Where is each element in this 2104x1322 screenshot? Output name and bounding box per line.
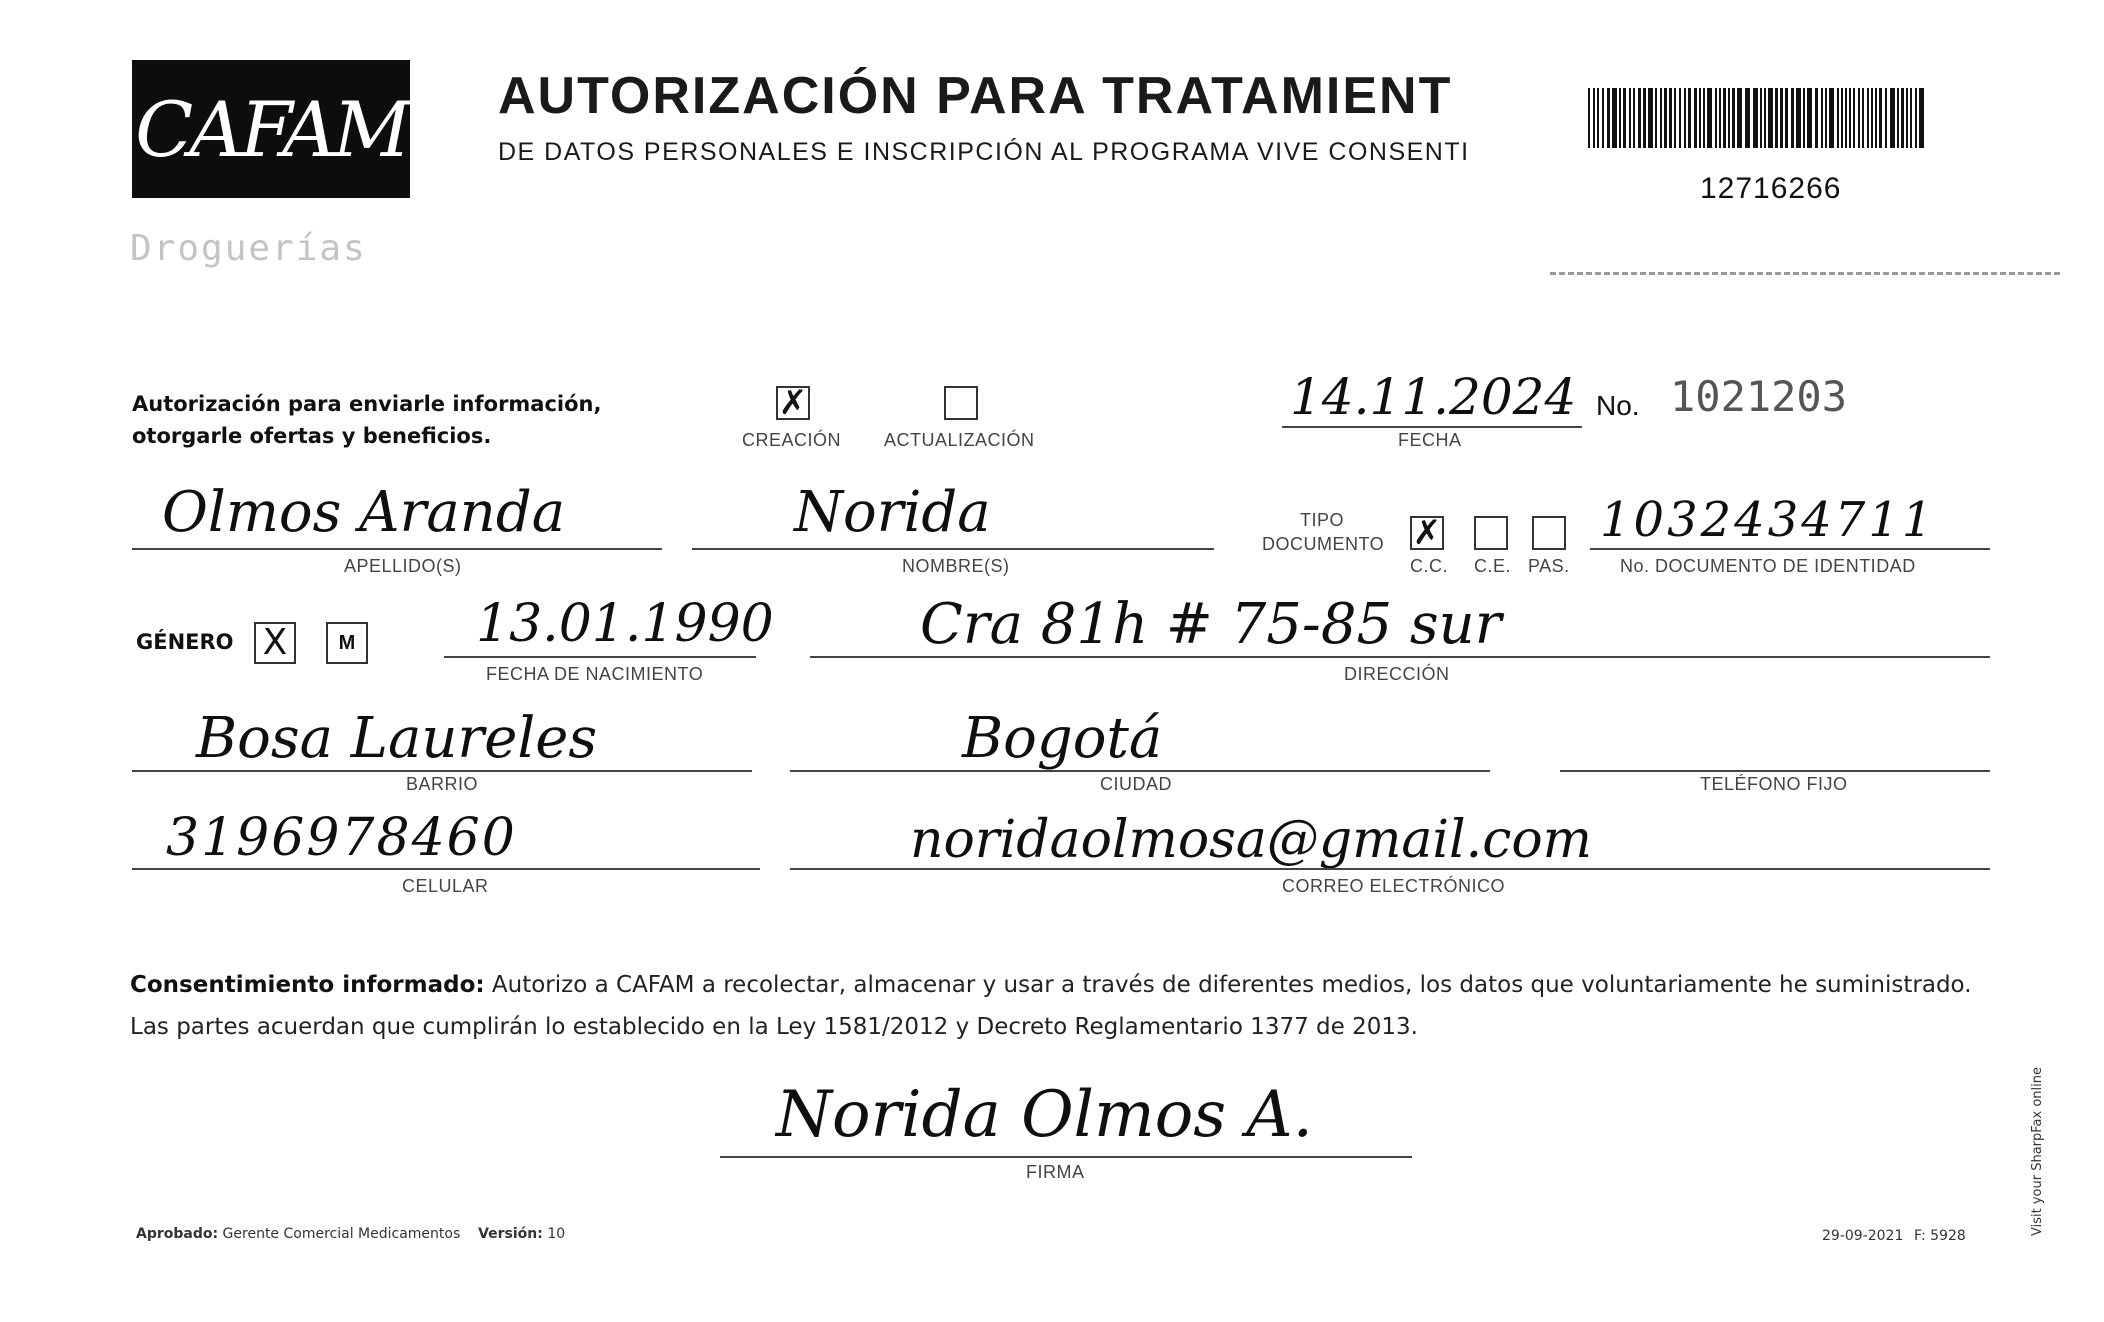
genero-f-mark: X bbox=[262, 622, 288, 663]
aprobado-value: Gerente Comercial Medicamentos bbox=[222, 1226, 461, 1242]
consent-paragraph bbox=[130, 964, 1980, 1048]
barcode-bar bbox=[1699, 88, 1701, 148]
barcode-bar bbox=[1858, 88, 1860, 148]
genero-m-label: M bbox=[338, 632, 356, 654]
barcode-bar bbox=[1791, 88, 1794, 148]
telefono-line bbox=[1560, 770, 1990, 772]
consent-body-line1: Autorizo a CAFAM a recolectar, almacenar y usar a través de diferentes medios, los datos que voluntariamente he suministrado. bbox=[491, 972, 1972, 998]
barcode-bar bbox=[1679, 88, 1681, 148]
celular-value[interactable]: 3196978460 bbox=[166, 808, 517, 868]
barcode-bar bbox=[1648, 88, 1653, 148]
barcode-bar bbox=[1885, 88, 1887, 148]
pas-label: PAS. bbox=[1528, 556, 1570, 576]
barcode-bar bbox=[1919, 88, 1924, 148]
cc-checkbox[interactable] bbox=[1410, 513, 1444, 553]
barcode-bar bbox=[1825, 88, 1827, 148]
signature-label: FIRMA bbox=[1026, 1162, 1085, 1182]
no-value: 1021203 bbox=[1670, 372, 1848, 421]
barcode-bar bbox=[1719, 88, 1721, 148]
correo-line bbox=[790, 868, 1990, 870]
signature-line bbox=[720, 1156, 1412, 1158]
barcode-bar bbox=[1768, 88, 1773, 148]
barcode-bar bbox=[1807, 88, 1812, 148]
actualizacion-label: ACTUALIZACIÓN bbox=[884, 430, 1035, 450]
barcode-bar bbox=[1875, 88, 1877, 148]
barcode-bar bbox=[1853, 88, 1855, 148]
barcode-bar bbox=[1715, 88, 1717, 148]
authorization-text-line2: otorgarle ofertas y beneficios. bbox=[132, 424, 492, 448]
genero-m-checkbox[interactable] bbox=[326, 622, 368, 664]
check-x-icon: ✗ bbox=[778, 383, 808, 423]
barcode-bar bbox=[1764, 88, 1766, 148]
consent-body-line2: Las partes acuerdan que cumplirán lo establecido en la Ley 1581/2012 y Decreto Reglamentario 1377 de 2013. bbox=[130, 1014, 1418, 1040]
barcode-bar bbox=[1890, 88, 1895, 148]
barcode-bar bbox=[1593, 88, 1595, 148]
nacimiento-line bbox=[444, 656, 756, 658]
barcode bbox=[1588, 88, 1924, 148]
barcode-bar bbox=[1871, 88, 1873, 148]
barcode-bar bbox=[1821, 88, 1823, 148]
documento-value[interactable]: 1032434711 bbox=[1600, 492, 1936, 548]
barcode-bar bbox=[1829, 88, 1834, 148]
barcode-number: 12716266 bbox=[1700, 172, 1842, 205]
consent-heading: Consentimiento informado: bbox=[130, 972, 485, 998]
footer-code: F: 5928 bbox=[1914, 1228, 1966, 1244]
apellidos-value[interactable]: Olmos Aranda bbox=[162, 480, 566, 545]
creacion-label: CREACIÓN bbox=[742, 430, 842, 450]
barcode-bar bbox=[1629, 88, 1631, 148]
barcode-bar bbox=[1780, 88, 1783, 148]
check-x-icon: ✗ bbox=[1412, 513, 1442, 553]
barcode-bar bbox=[1845, 88, 1847, 148]
barcode-bar bbox=[1901, 88, 1904, 148]
barcode-bar bbox=[1906, 88, 1908, 148]
barcode-bar bbox=[1728, 88, 1730, 148]
creacion-checkbox[interactable] bbox=[776, 383, 810, 423]
pas-checkbox[interactable] bbox=[1532, 516, 1566, 550]
dashed-divider bbox=[1550, 272, 2060, 275]
logo-text: CAFAM bbox=[135, 84, 407, 174]
barcode-bar bbox=[1602, 88, 1604, 148]
barcode-bar bbox=[1785, 88, 1788, 148]
barcode-bar bbox=[1775, 88, 1778, 148]
barcode-bar bbox=[1815, 88, 1818, 148]
nombres-value[interactable]: Norida bbox=[794, 480, 991, 545]
cafam-logo bbox=[132, 60, 410, 198]
correo-label: CORREO ELECTRÓNICO bbox=[1282, 876, 1506, 896]
version-label: Versión: bbox=[478, 1226, 543, 1242]
authorization-text-line1: Autorización para enviarle información, bbox=[132, 392, 602, 416]
barcode-bar bbox=[1723, 88, 1726, 148]
footer-date: 29-09-2021 bbox=[1822, 1228, 1904, 1244]
form-title: AUTORIZACIÓN PARA TRATAMIENT bbox=[498, 67, 1453, 125]
no-label: No. bbox=[1596, 390, 1640, 421]
barcode-bar bbox=[1897, 88, 1899, 148]
direccion-label: DIRECCIÓN bbox=[1344, 664, 1450, 684]
actualizacion-checkbox[interactable] bbox=[944, 386, 978, 420]
barcode-bar bbox=[1737, 88, 1742, 148]
apellidos-label: APELLIDO(S) bbox=[344, 556, 462, 576]
barcode-bar bbox=[1745, 88, 1750, 148]
barcode-bar bbox=[1803, 88, 1805, 148]
barcode-bar bbox=[1607, 88, 1610, 148]
documento-label: No. DOCUMENTO DE IDENTIDAD bbox=[1620, 556, 1916, 576]
fecha-value[interactable]: 14.11.2024 bbox=[1290, 368, 1577, 426]
barcode-bar bbox=[1619, 88, 1621, 148]
barcode-bar bbox=[1837, 88, 1839, 148]
tipo-documento-label-2: DOCUMENTO bbox=[1262, 534, 1385, 554]
direccion-value[interactable]: Cra 81h # 75-85 sur bbox=[920, 592, 1502, 657]
documento-line bbox=[1590, 548, 1990, 550]
aprobado-label: Aprobado: bbox=[136, 1226, 219, 1242]
barcode-bar bbox=[1655, 88, 1657, 148]
barcode-bar bbox=[1732, 88, 1735, 148]
celular-label: CELULAR bbox=[402, 876, 489, 896]
barcode-bar bbox=[1669, 88, 1672, 148]
nacimiento-label: FECHA DE NACIMIENTO bbox=[486, 664, 704, 684]
ciudad-value[interactable]: Bogotá bbox=[962, 706, 1163, 771]
barcode-bar bbox=[1703, 88, 1705, 148]
version-value: 10 bbox=[547, 1226, 566, 1242]
genero-f-checkbox[interactable] bbox=[254, 622, 296, 664]
barcode-bar bbox=[1660, 88, 1662, 148]
fecha-line bbox=[1282, 426, 1582, 428]
barcode-bar bbox=[1664, 88, 1667, 148]
nombres-label: NOMBRE(S) bbox=[902, 556, 1010, 576]
nacimiento-value[interactable]: 13.01.1990 bbox=[476, 594, 774, 654]
ce-checkbox[interactable] bbox=[1474, 516, 1508, 550]
correo-value[interactable]: noridaolmosa@gmail.com bbox=[910, 810, 1592, 870]
barcode-bar bbox=[1862, 88, 1864, 148]
signature-value[interactable]: Norida Olmos A. bbox=[776, 1078, 1313, 1152]
barcode-bar bbox=[1643, 88, 1646, 148]
celular-line bbox=[132, 868, 760, 870]
ciudad-label: CIUDAD bbox=[1100, 774, 1173, 794]
barcode-bar bbox=[1849, 88, 1851, 148]
form-subtitle: DE DATOS PERSONALES E INSCRIPCIÓN AL PROGRAMA VIVE CONSENTI bbox=[498, 138, 1470, 166]
consent-line1 bbox=[130, 964, 1980, 1006]
barcode-bar bbox=[1674, 88, 1676, 148]
barcode-bar bbox=[1694, 88, 1697, 148]
side-text: Visit your SharpFax online bbox=[2030, 1067, 2045, 1236]
barcode-bar bbox=[1612, 88, 1617, 148]
barcode-bar bbox=[1841, 88, 1843, 148]
barcode-bar bbox=[1879, 88, 1882, 148]
barcode-bar bbox=[1588, 88, 1590, 148]
barcode-bar bbox=[1633, 88, 1635, 148]
barcode-bar bbox=[1707, 88, 1712, 148]
ce-label: C.E. bbox=[1474, 556, 1512, 576]
barcode-bar bbox=[1688, 88, 1691, 148]
barrio-value[interactable]: Bosa Laureles bbox=[196, 706, 598, 771]
barcode-bar bbox=[1915, 88, 1917, 148]
footer-approval bbox=[136, 1226, 565, 1242]
direccion-line bbox=[810, 656, 1990, 658]
tipo-documento-label-1: TIPO bbox=[1300, 510, 1345, 530]
genero-label: GÉNERO bbox=[136, 630, 234, 654]
telefono-label: TELÉFONO FIJO bbox=[1700, 774, 1848, 794]
ciudad-line bbox=[790, 770, 1490, 772]
barrio-label: BARRIO bbox=[406, 774, 479, 794]
barrio-line bbox=[132, 770, 752, 772]
barcode-bar bbox=[1753, 88, 1758, 148]
barcode-bar bbox=[1796, 88, 1801, 148]
logo-subtext: Droguerías bbox=[130, 228, 367, 269]
barcode-bar bbox=[1597, 88, 1599, 148]
apellidos-line bbox=[132, 548, 662, 550]
barcode-bar bbox=[1684, 88, 1686, 148]
barcode-bar bbox=[1760, 88, 1762, 148]
barcode-bar bbox=[1638, 88, 1641, 148]
barcode-bar bbox=[1867, 88, 1869, 148]
barcode-bar bbox=[1623, 88, 1626, 148]
cc-label: C.C. bbox=[1410, 556, 1448, 576]
nombres-line bbox=[692, 548, 1214, 550]
barcode-bar bbox=[1910, 88, 1912, 148]
fecha-label: FECHA bbox=[1398, 430, 1462, 450]
